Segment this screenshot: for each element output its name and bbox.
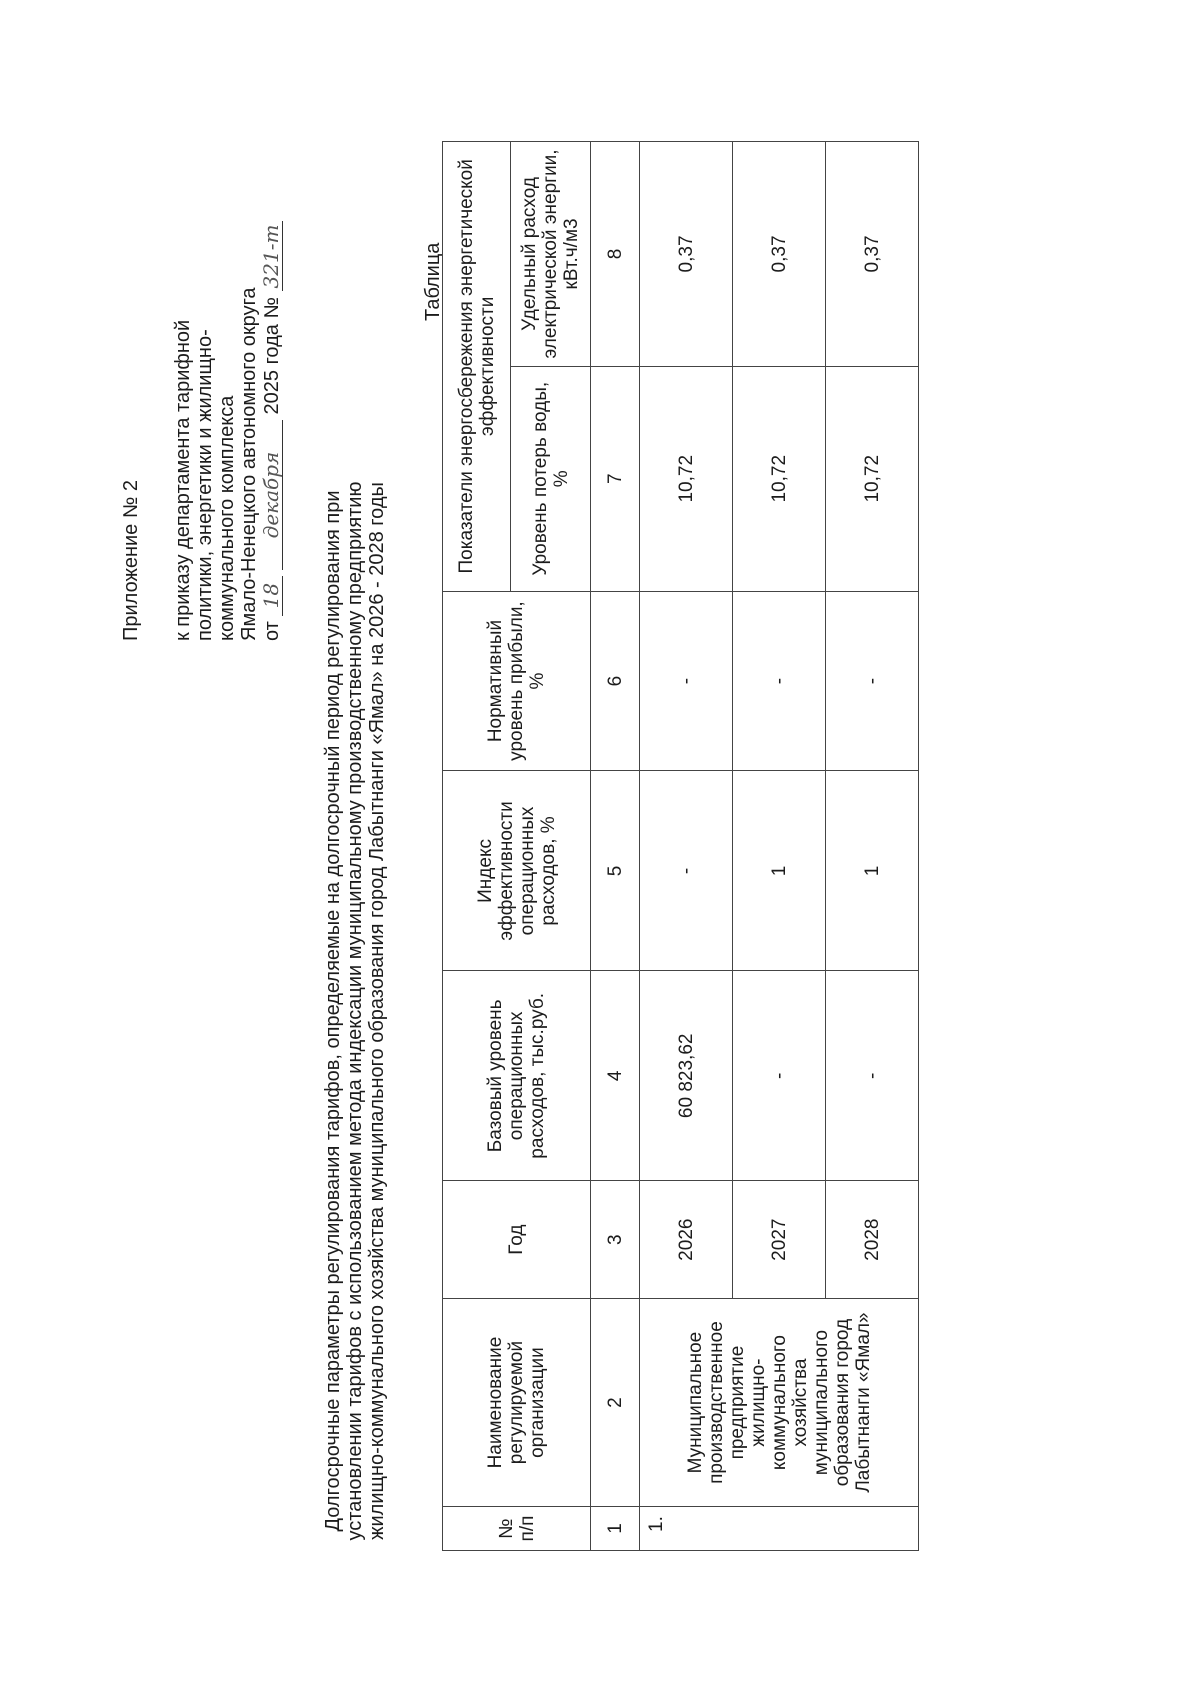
- water-loss-cell: 10,72: [640, 366, 733, 591]
- order-line: Ямало-Ненецкого автономного округа: [238, 287, 260, 641]
- year-cell: 2027: [733, 1181, 826, 1299]
- order-line: политики, энергетики и жилищно-: [194, 329, 216, 641]
- tariff-parameters-table: [442, 141, 919, 1551]
- table-row: [640, 142, 733, 1551]
- date-year: 2025 года №: [261, 297, 283, 415]
- handwritten-month: декабря: [260, 420, 283, 570]
- order-line: коммунального комплекса: [216, 395, 238, 641]
- column-index: 6: [591, 591, 640, 771]
- row-number: 1.: [640, 1507, 919, 1551]
- year-cell: 2026: [640, 1181, 733, 1299]
- base-opex-cell: -: [733, 971, 826, 1181]
- header-efficiency-index: Индекс эффективности операционных расходов, %: [443, 771, 591, 971]
- column-index: 2: [591, 1299, 640, 1507]
- organization-name: Муниципальное производственное предприятие жилищно-коммунального хозяйства муниципального образования город Лабытнанги «Ямал»: [640, 1299, 919, 1507]
- profit-level-cell: -: [826, 591, 919, 771]
- header-num: № п/п: [443, 1507, 591, 1551]
- profit-level-cell: -: [640, 591, 733, 771]
- energy-consumption-cell: 0,37: [640, 142, 733, 367]
- header-base-opex: Базовый уровень операционных расходов, тыс.руб.: [443, 971, 591, 1181]
- column-index: 5: [591, 771, 640, 971]
- order-reference: [172, 171, 283, 641]
- year-cell: 2028: [826, 1181, 919, 1299]
- profit-level-cell: -: [733, 591, 826, 771]
- order-date-line: [260, 171, 283, 641]
- efficiency-index-cell: 1: [733, 771, 826, 971]
- header-year: Год: [443, 1181, 591, 1299]
- base-opex-cell: 60 823,62: [640, 971, 733, 1181]
- energy-consumption-cell: 0,37: [733, 142, 826, 367]
- header-profit-level: Нормативный уровень прибыли, %: [443, 591, 591, 771]
- document-heading: Долгосрочные параметры регулирования тарифов, определяемые на долгосрочный период регулирования при установлении тарифов с использованием метода индексации муниципальному производственному предприятию жилищно-коммунального хозяйства муниципального образования город Лабытнанги «Ямал» на 2026 - 2028 годы: [322, 481, 388, 1541]
- header-organization: Наименование регулируемой организации: [443, 1299, 591, 1507]
- efficiency-index-cell: 1: [826, 771, 919, 971]
- header-energy-efficiency-group: Показатели энергосбережения энергетической эффективности: [443, 142, 511, 592]
- appendix-title: Приложение № 2: [120, 480, 142, 641]
- date-prefix: от: [261, 621, 283, 641]
- water-loss-cell: 10,72: [733, 366, 826, 591]
- column-index-row: [591, 142, 640, 1551]
- table-label: Таблица: [422, 242, 444, 321]
- base-opex-cell: -: [826, 971, 919, 1181]
- water-loss-cell: 10,72: [826, 366, 919, 591]
- handwritten-order-number: 321-т: [260, 222, 283, 292]
- efficiency-index-cell: -: [640, 771, 733, 971]
- column-index: 4: [591, 971, 640, 1181]
- column-index: 3: [591, 1181, 640, 1299]
- column-index: 7: [591, 366, 640, 591]
- order-line: к приказу департамента тарифной: [172, 319, 194, 641]
- header-water-loss: Уровень потерь воды, %: [511, 366, 591, 591]
- energy-consumption-cell: 0,37: [826, 142, 919, 367]
- header-energy-consumption: Удельный расход электрической энергии, кВт.ч/м3: [511, 142, 591, 367]
- column-index: 1: [591, 1507, 640, 1551]
- handwritten-day: 18: [260, 576, 283, 616]
- column-index: 8: [591, 142, 640, 367]
